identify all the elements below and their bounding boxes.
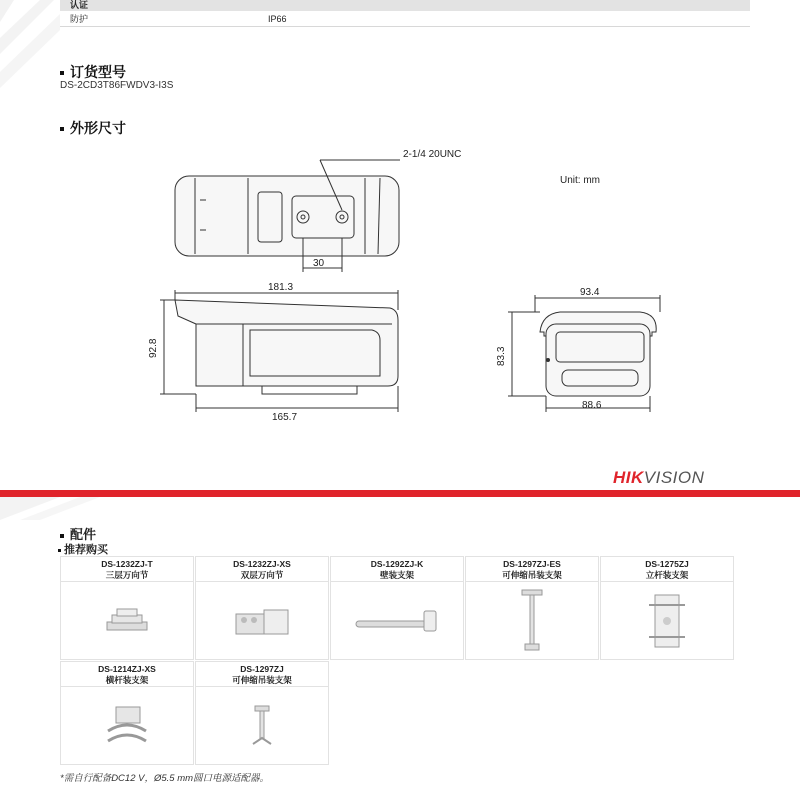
camera-side-view (160, 290, 398, 412)
bullet-icon (60, 71, 64, 75)
camera-front-view (508, 295, 660, 412)
bullet-icon (58, 549, 61, 552)
dim-length-body: 165.7 (272, 412, 298, 423)
wall-mount-bracket-icon (352, 609, 442, 633)
accessory-name: 壁装支架 (379, 570, 414, 580)
horizontal-pole-bracket-icon (102, 701, 152, 751)
dimensions-title: 外形尺寸 (60, 118, 126, 138)
dim-width-top: 93.4 (580, 287, 600, 298)
accessory-model: DS-1232ZJ-T (101, 559, 153, 569)
accessories-title: 配件 (60, 524, 96, 543)
dim-length-total: 181.3 (268, 282, 294, 293)
footnote: *需自行配备DC12 V，Ø5.5 mm圆口电源适配器。 (60, 773, 270, 784)
accessory-card[interactable] (195, 661, 329, 765)
brand-logo: HIKVISION (613, 468, 705, 487)
led-dot-icon (546, 358, 550, 362)
pole-mount-bracket-icon (647, 591, 687, 651)
dimension-drawing (0, 140, 800, 440)
red-divider-band (0, 490, 800, 520)
accessory-name: 双层万向节 (240, 570, 284, 580)
telescopic-pendant-icon (517, 588, 547, 654)
accessory-model: DS-1292ZJ-K (370, 559, 424, 569)
accessories-subtitle: 推荐购买 (58, 541, 108, 557)
accessory-card[interactable] (60, 661, 194, 765)
dim-height-side: 92.8 (148, 338, 159, 358)
accessory-card[interactable] (465, 556, 599, 660)
dim-height-front: 83.3 (496, 346, 507, 366)
accessory-model: DS-1214ZJ-XS (98, 664, 156, 674)
accessory-name: 立杆装支架 (645, 570, 689, 580)
spec-key: 防护 (70, 14, 89, 24)
dim-width-bottom: 88.6 (582, 400, 602, 411)
bullet-icon (60, 127, 64, 131)
decorative-stripes (0, 0, 60, 110)
spec-section-header: 认证 (60, 0, 750, 11)
spec-row-protection (60, 11, 750, 27)
accessory-name: 三层万向节 (105, 570, 149, 580)
accessory-card[interactable] (600, 556, 734, 660)
dim-hole-spacing: 30 (313, 258, 325, 269)
telescopic-pendant-short-icon (249, 704, 275, 748)
camera-bottom-view (175, 160, 400, 272)
accessory-model: DS-1232ZJ-XS (233, 559, 291, 569)
accessory-model: DS-1297ZJ (240, 664, 284, 674)
ordering-model: DS-2CD3T86FWDV3-I3S (60, 80, 174, 91)
unit-label: Unit: mm (560, 175, 600, 186)
accessory-model: DS-1275ZJ (645, 559, 689, 569)
spec-value: IP66 (268, 14, 287, 24)
accessory-card[interactable] (195, 556, 329, 660)
double-layer-gimbal-icon (232, 604, 292, 638)
accessory-name: 横杆装支架 (105, 675, 149, 685)
thread-label: 2-1/4 20UNC (403, 149, 462, 160)
accessory-name: 可伸缩吊装支架 (232, 675, 292, 685)
ordering-title: 订货型号 (60, 62, 126, 82)
three-layer-gimbal-icon (102, 606, 152, 636)
spec-table (60, 0, 750, 27)
accessory-card[interactable] (60, 556, 194, 660)
accessory-name: 可伸缩吊装支架 (502, 570, 562, 580)
accessory-card[interactable] (330, 556, 464, 660)
accessory-model: DS-1297ZJ-ES (503, 559, 561, 569)
bullet-icon (60, 534, 64, 538)
